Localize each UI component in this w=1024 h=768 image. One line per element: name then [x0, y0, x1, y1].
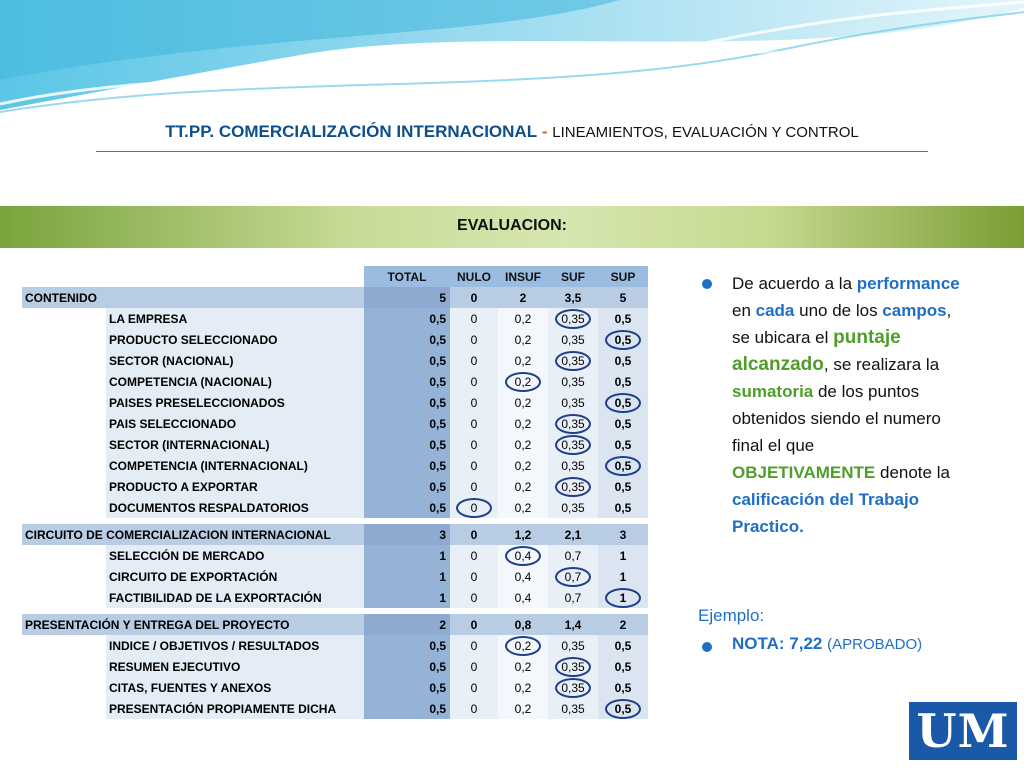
section-insuf-cell: 2	[498, 287, 548, 308]
desc-text-3: en	[732, 301, 756, 320]
row-suf-cell: 0,35	[548, 497, 598, 518]
row-insuf-cell: 0,2	[498, 350, 548, 371]
page-title-subtitle: LINEAMIENTOS, EVALUACIÓN Y CONTROL	[552, 124, 859, 141]
table-row	[22, 656, 648, 677]
section-total-cell: 5	[364, 287, 450, 308]
row-insuf-cell: 0,2	[498, 455, 548, 476]
row-label: DOCUMENTOS RESPALDATORIOS	[106, 497, 364, 518]
row-label: PAIS SELECCIONADO	[106, 413, 364, 434]
row-label: FACTIBILIDAD DE LA EXPORTACIÓN	[106, 587, 364, 608]
row-indent	[22, 308, 106, 329]
page-title-dash: -	[541, 122, 548, 141]
table-header-blank	[22, 266, 364, 287]
row-nulo-cell: 0	[450, 329, 498, 350]
row-total-cell: 0,5	[364, 371, 450, 392]
section-insuf-cell: 0,8	[498, 614, 548, 635]
table-header-insuf: INSUF	[498, 266, 548, 287]
section-sup-cell: 3	[598, 524, 648, 545]
row-insuf-cell: 0,2	[498, 677, 548, 698]
row-nulo-cell: 0	[450, 566, 498, 587]
evaluation-description	[702, 270, 962, 540]
section-row	[22, 287, 648, 308]
section-suf-cell: 1,4	[548, 614, 598, 635]
row-label: CIRCUITO DE EXPORTACIÓN	[106, 566, 364, 587]
section-label: CONTENIDO	[22, 287, 364, 308]
row-indent	[22, 566, 106, 587]
row-insuf-cell: 0,2	[498, 656, 548, 677]
evaluation-table-container	[22, 266, 648, 719]
table-row	[22, 329, 648, 350]
row-insuf-cell: 0,2	[498, 329, 548, 350]
title-divider	[96, 151, 928, 152]
row-suf-cell: 0,35	[548, 392, 598, 413]
row-indent	[22, 677, 106, 698]
page-title-main: TT.PP. COMERCIALIZACIÓN INTERNACIONAL	[165, 122, 538, 141]
row-sup-cell: 1	[598, 545, 648, 566]
row-insuf-cell: 0,2	[498, 635, 548, 656]
section-banner-title: EVALUACION:	[457, 217, 567, 234]
row-nulo-cell: 0	[450, 476, 498, 497]
row-insuf-cell: 0,2	[498, 698, 548, 719]
desc-highlight-calificacion: calificación del Trabajo Practico.	[732, 490, 920, 536]
table-row	[22, 476, 648, 497]
section-label: PRESENTACIÓN Y ENTREGA DEL PROYECTO	[22, 614, 364, 635]
table-row	[22, 566, 648, 587]
row-suf-cell: 0,35	[548, 635, 598, 656]
row-sup-cell: 1	[598, 566, 648, 587]
row-indent	[22, 455, 106, 476]
row-insuf-cell: 0,4	[498, 566, 548, 587]
row-suf-cell: 0,35	[548, 350, 598, 371]
row-sup-cell: 0,5	[598, 677, 648, 698]
table-row	[22, 434, 648, 455]
row-sup-cell: 0,5	[598, 656, 648, 677]
row-indent	[22, 656, 106, 677]
row-sup-cell: 0,5	[598, 413, 648, 434]
row-nulo-cell: 0	[450, 350, 498, 371]
row-sup-cell: 0,5	[598, 698, 648, 719]
table-row	[22, 413, 648, 434]
section-nulo-cell: 0	[450, 524, 498, 545]
row-indent	[22, 329, 106, 350]
row-label: PRODUCTO SELECCIONADO	[106, 329, 364, 350]
desc-highlight-sumatoria: sumatoria	[732, 382, 814, 401]
section-suf-cell: 2,1	[548, 524, 598, 545]
bullet-icon	[702, 642, 712, 652]
row-indent	[22, 545, 106, 566]
evaluation-table-body	[22, 287, 648, 719]
desc-highlight-objetivamente: OBJETIVAMENTE	[732, 463, 876, 482]
row-total-cell: 0,5	[364, 434, 450, 455]
nota-status: (APROBADO)	[827, 636, 923, 653]
row-suf-cell: 0,35	[548, 413, 598, 434]
row-total-cell: 0,5	[364, 455, 450, 476]
row-nulo-cell: 0	[450, 677, 498, 698]
row-label: SECTOR (NACIONAL)	[106, 350, 364, 371]
row-label: LA EMPRESA	[106, 308, 364, 329]
row-nulo-cell: 0	[450, 434, 498, 455]
section-sup-cell: 2	[598, 614, 648, 635]
row-label: PRESENTACIÓN PROPIAMENTE DICHA	[106, 698, 364, 719]
row-indent	[22, 413, 106, 434]
row-sup-cell: 0,5	[598, 476, 648, 497]
row-nulo-cell: 0	[450, 656, 498, 677]
row-total-cell: 0,5	[364, 677, 450, 698]
row-nulo-cell: 0	[450, 371, 498, 392]
row-nulo-cell: 0	[450, 635, 498, 656]
table-row	[22, 545, 648, 566]
desc-text-9: , se realizara la	[823, 355, 940, 374]
desc-highlight-puntaje: puntaje alcanzado	[732, 327, 901, 375]
row-indent	[22, 476, 106, 497]
example-nota	[702, 634, 982, 654]
row-sup-cell: 0,5	[598, 371, 648, 392]
row-suf-cell: 0,35	[548, 698, 598, 719]
row-indent	[22, 371, 106, 392]
row-sup-cell: 0,5	[598, 497, 648, 518]
header-wave-decoration	[0, 0, 1024, 130]
row-sup-cell: 0,5	[598, 635, 648, 656]
row-total-cell: 0,5	[364, 656, 450, 677]
row-total-cell: 0,5	[364, 635, 450, 656]
table-row	[22, 587, 648, 608]
table-row	[22, 497, 648, 518]
row-total-cell: 0,5	[364, 329, 450, 350]
row-total-cell: 0,5	[364, 413, 450, 434]
bullet-icon	[702, 279, 712, 289]
row-suf-cell: 0,35	[548, 371, 598, 392]
section-sup-cell: 5	[598, 287, 648, 308]
row-insuf-cell: 0,2	[498, 434, 548, 455]
example-label: Ejemplo:	[698, 606, 765, 625]
section-nulo-cell: 0	[450, 614, 498, 635]
row-suf-cell: 0,35	[548, 476, 598, 497]
row-label: COMPETENCIA (INTERNACIONAL)	[106, 455, 364, 476]
table-row	[22, 455, 648, 476]
row-insuf-cell: 0,2	[498, 392, 548, 413]
row-sup-cell: 1	[598, 587, 648, 608]
row-label: SECTOR (INTERNACIONAL)	[106, 434, 364, 455]
section-suf-cell: 3,5	[548, 287, 598, 308]
row-indent	[22, 350, 106, 371]
evaluation-table	[22, 266, 648, 719]
desc-text-7: , se ubicara el	[732, 301, 952, 347]
row-suf-cell: 0,35	[548, 455, 598, 476]
row-indent	[22, 635, 106, 656]
section-row	[22, 614, 648, 635]
row-label: SELECCIÓN DE MERCADO	[106, 545, 364, 566]
row-insuf-cell: 0,4	[498, 587, 548, 608]
row-sup-cell: 0,5	[598, 329, 648, 350]
nota-value: NOTA: 7,22	[732, 634, 823, 653]
page-title	[96, 122, 928, 142]
desc-highlight-campos: campos	[882, 301, 947, 320]
section-insuf-cell: 1,2	[498, 524, 548, 545]
desc-text-5: uno de los	[794, 301, 883, 320]
row-insuf-cell: 0,4	[498, 545, 548, 566]
row-suf-cell: 0,7	[548, 566, 598, 587]
desc-highlight-performance: performance	[856, 274, 960, 293]
section-total-cell: 3	[364, 524, 450, 545]
desc-text-11: de los puntos obtenidos siendo el numero final el que	[732, 382, 941, 455]
row-indent	[22, 497, 106, 518]
row-insuf-cell: 0,2	[498, 497, 548, 518]
row-total-cell: 1	[364, 545, 450, 566]
row-suf-cell: 0,35	[548, 329, 598, 350]
row-sup-cell: 0,5	[598, 434, 648, 455]
row-suf-cell: 0,35	[548, 308, 598, 329]
row-label: INDICE / OBJETIVOS / RESULTADOS	[106, 635, 364, 656]
desc-text-13: denote la	[875, 463, 950, 482]
table-header-nulo: NULO	[450, 266, 498, 287]
row-insuf-cell: 0,2	[498, 371, 548, 392]
row-nulo-cell: 0	[450, 392, 498, 413]
row-insuf-cell: 0,2	[498, 413, 548, 434]
row-nulo-cell: 0	[450, 497, 498, 518]
table-row	[22, 308, 648, 329]
row-total-cell: 0,5	[364, 308, 450, 329]
description-paragraph	[702, 270, 962, 540]
section-label: CIRCUITO DE COMERCIALIZACION INTERNACIONAL	[22, 524, 364, 545]
desc-text-1: De acuerdo a la	[732, 274, 857, 293]
section-row	[22, 524, 648, 545]
row-suf-cell: 0,35	[548, 656, 598, 677]
row-indent	[22, 392, 106, 413]
row-label: PAISES PRESELECCIONADOS	[106, 392, 364, 413]
row-label: CITAS, FUENTES Y ANEXOS	[106, 677, 364, 698]
row-total-cell: 1	[364, 566, 450, 587]
row-sup-cell: 0,5	[598, 350, 648, 371]
section-nulo-cell: 0	[450, 287, 498, 308]
row-total-cell: 0,5	[364, 476, 450, 497]
row-suf-cell: 0,7	[548, 545, 598, 566]
table-row	[22, 698, 648, 719]
row-nulo-cell: 0	[450, 698, 498, 719]
row-label: COMPETENCIA (NACIONAL)	[106, 371, 364, 392]
section-total-cell: 2	[364, 614, 450, 635]
table-header-row	[22, 266, 648, 287]
row-total-cell: 0,5	[364, 392, 450, 413]
table-row	[22, 371, 648, 392]
table-row	[22, 392, 648, 413]
row-suf-cell: 0,35	[548, 434, 598, 455]
row-nulo-cell: 0	[450, 587, 498, 608]
row-suf-cell: 0,7	[548, 587, 598, 608]
row-nulo-cell: 0	[450, 413, 498, 434]
table-row	[22, 677, 648, 698]
row-insuf-cell: 0,2	[498, 308, 548, 329]
row-indent	[22, 698, 106, 719]
row-total-cell: 0,5	[364, 350, 450, 371]
row-nulo-cell: 0	[450, 455, 498, 476]
table-header-suf: SUF	[548, 266, 598, 287]
row-nulo-cell: 0	[450, 308, 498, 329]
row-sup-cell: 0,5	[598, 308, 648, 329]
row-total-cell: 0,5	[364, 698, 450, 719]
row-insuf-cell: 0,2	[498, 476, 548, 497]
um-logo: UM	[909, 702, 1017, 760]
row-sup-cell: 0,5	[598, 455, 648, 476]
row-sup-cell: 0,5	[598, 392, 648, 413]
row-total-cell: 1	[364, 587, 450, 608]
desc-highlight-cada: cada	[755, 301, 795, 320]
row-nulo-cell: 0	[450, 545, 498, 566]
table-row	[22, 350, 648, 371]
row-indent	[22, 434, 106, 455]
row-label: PRODUCTO A EXPORTAR	[106, 476, 364, 497]
row-suf-cell: 0,35	[548, 677, 598, 698]
table-header-sup: SUP	[598, 266, 648, 287]
row-label: RESUMEN EJECUTIVO	[106, 656, 364, 677]
row-total-cell: 0,5	[364, 497, 450, 518]
row-indent	[22, 587, 106, 608]
table-header-total: TOTAL	[364, 266, 450, 287]
table-row	[22, 635, 648, 656]
